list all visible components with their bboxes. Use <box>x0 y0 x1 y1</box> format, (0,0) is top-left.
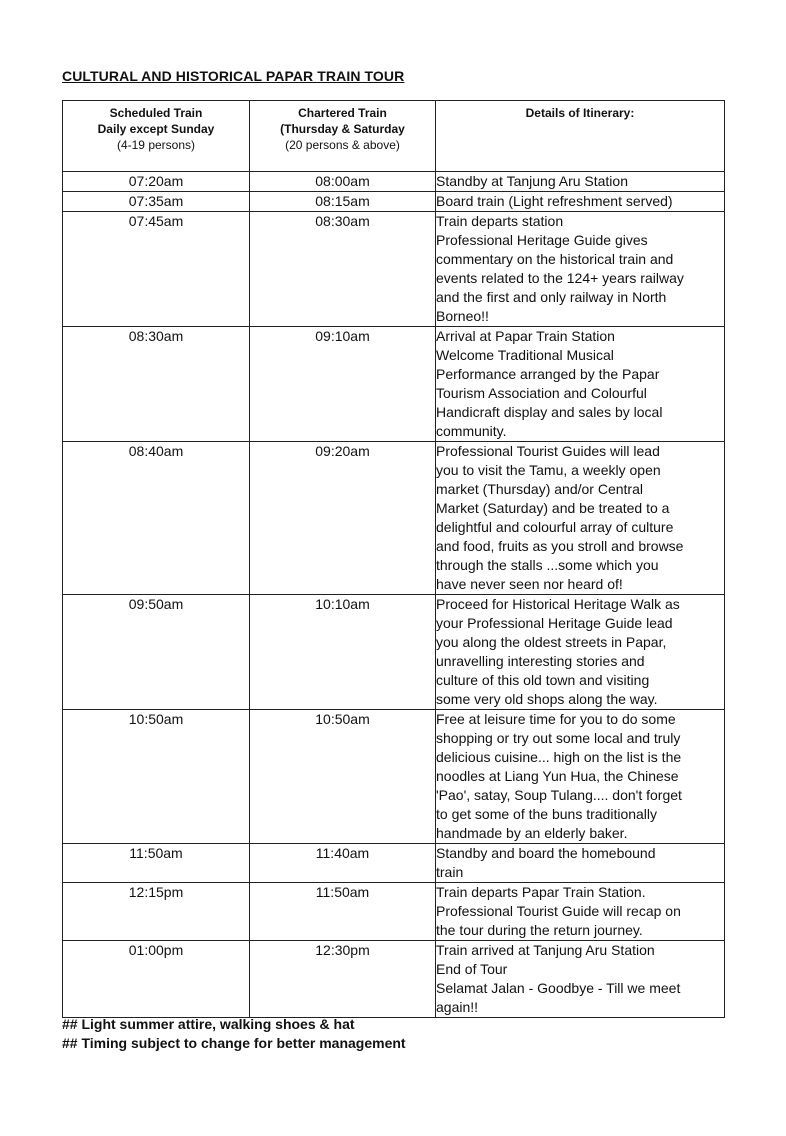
scheduled-time-cell: 07:20am <box>63 172 250 192</box>
details-line: Arrival at Papar Train Station <box>436 328 615 344</box>
details-line: shopping or try out some local and truly <box>436 730 681 746</box>
scheduled-time-cell: 07:35am <box>63 192 250 212</box>
chartered-time-cell: 11:50am <box>250 883 436 941</box>
table-row <box>63 172 725 192</box>
details-line: some very old shops along the way. <box>436 691 658 707</box>
details-line: Tourism Association and Colourful <box>436 385 647 401</box>
details-cell <box>436 172 725 192</box>
details-line: community. <box>436 423 507 439</box>
table-row <box>63 595 725 710</box>
details-line: Selamat Jalan - Goodbye - Till we meet <box>436 980 681 996</box>
scheduled-time-cell: 11:50am <box>63 844 250 883</box>
details-cell <box>436 595 725 710</box>
details-line: Train departs station <box>436 213 564 229</box>
chartered-time-cell: 10:10am <box>250 595 436 710</box>
page-title: CULTURAL AND HISTORICAL PAPAR TRAIN TOUR <box>62 68 405 84</box>
details-line: through the stalls ...some which you <box>436 557 659 573</box>
scheduled-time-cell: 09:50am <box>63 595 250 710</box>
table-row <box>63 710 725 844</box>
details-line: Welcome Traditional Musical <box>436 347 614 363</box>
details-line: have never seen nor heard of! <box>436 576 623 592</box>
scheduled-time-cell: 07:45am <box>63 212 250 327</box>
itinerary-table <box>62 100 725 1018</box>
details-line: Train arrived at Tanjung Aru Station <box>436 942 655 958</box>
note-line: ## Light summer attire, walking shoes & hat <box>62 1016 355 1032</box>
details-cell <box>436 212 725 327</box>
table-header-row <box>63 101 725 172</box>
details-line: End of Tour <box>436 961 508 977</box>
scheduled-time-cell: 01:00pm <box>63 941 250 1018</box>
details-line: your Professional Heritage Guide lead <box>436 615 673 631</box>
details-cell <box>436 192 725 212</box>
details-line: Market (Saturday) and be treated to a <box>436 500 670 516</box>
details-line: Professional Heritage Guide gives <box>436 232 648 248</box>
details-line: Free at leisure time for you to do some <box>436 711 676 727</box>
details-line: handmade by an elderly baker. <box>436 825 628 841</box>
details-line: market (Thursday) and/or Central <box>436 481 643 497</box>
table-row <box>63 212 725 327</box>
details-cell <box>436 327 725 442</box>
details-line: unravelling interesting stories and <box>436 653 645 669</box>
details-line: train <box>436 864 464 880</box>
header-line: Details of Itinerary: <box>525 106 635 120</box>
details-line: you to visit the Tamu, a weekly open <box>436 462 661 478</box>
details-line: Train departs Papar Train Station. <box>436 884 646 900</box>
scheduled-time-cell: 08:30am <box>63 327 250 442</box>
details-cell <box>436 883 725 941</box>
header-details <box>436 101 725 172</box>
details-line: Performance arranged by the Papar <box>436 366 660 382</box>
chartered-time-cell: 08:15am <box>250 192 436 212</box>
details-line: Borneo!! <box>436 308 489 324</box>
details-line: the tour during the return journey. <box>436 922 643 938</box>
chartered-time-cell: 09:10am <box>250 327 436 442</box>
note-line: ## Timing subject to change for better management <box>62 1035 406 1051</box>
header-line: Scheduled Train <box>109 106 203 120</box>
details-line: Board train (Light refreshment served) <box>436 193 673 209</box>
table-row <box>63 844 725 883</box>
details-line: and the first and only railway in North <box>436 289 667 305</box>
details-line: delicious cuisine... high on the list is the <box>436 749 682 765</box>
header-line: (20 persons & above) <box>285 138 400 152</box>
details-cell <box>436 442 725 595</box>
details-cell <box>436 941 725 1018</box>
table-row <box>63 192 725 212</box>
chartered-time-cell: 08:00am <box>250 172 436 192</box>
details-line: commentary on the historical train and <box>436 251 674 267</box>
header-chartered-train <box>250 101 436 172</box>
details-line: 'Pao', satay, Soup Tulang.... don't forget <box>436 787 682 803</box>
details-line: noodles at Liang Yun Hua, the Chinese <box>436 768 679 784</box>
details-line: culture of this old town and visiting <box>436 672 650 688</box>
scheduled-time-cell: 12:15pm <box>63 883 250 941</box>
chartered-time-cell: 12:30pm <box>250 941 436 1018</box>
table-row <box>63 327 725 442</box>
details-line: Proceed for Historical Heritage Walk as <box>436 596 680 612</box>
details-line: and food, fruits as you stroll and browse <box>436 538 684 554</box>
header-line: Daily except Sunday <box>97 122 215 136</box>
scheduled-time-cell: 08:40am <box>63 442 250 595</box>
details-line: Professional Tourist Guide will recap on <box>436 903 681 919</box>
details-cell <box>436 710 725 844</box>
table-body <box>63 172 725 1018</box>
scheduled-time-cell: 10:50am <box>63 710 250 844</box>
details-line: delightful and colourful array of culture <box>436 519 674 535</box>
table-row <box>63 941 725 1018</box>
details-line: Handicraft display and sales by local <box>436 404 663 420</box>
notes <box>62 1015 406 1053</box>
header-scheduled-train <box>63 101 250 172</box>
chartered-time-cell: 08:30am <box>250 212 436 327</box>
details-line: Standby and board the homebound <box>436 845 656 861</box>
details-line: events related to the 124+ years railway <box>436 270 684 286</box>
details-line: to get some of the buns traditionally <box>436 806 658 822</box>
header-line: Chartered Train <box>298 106 387 120</box>
header-line: (Thursday & Saturday <box>280 122 405 136</box>
table-row <box>63 442 725 595</box>
details-line: you along the oldest streets in Papar, <box>436 634 667 650</box>
chartered-time-cell: 11:40am <box>250 844 436 883</box>
details-line: Professional Tourist Guides will lead <box>436 443 660 459</box>
chartered-time-cell: 09:20am <box>250 442 436 595</box>
details-line: Standby at Tanjung Aru Station <box>436 173 628 189</box>
details-cell <box>436 844 725 883</box>
chartered-time-cell: 10:50am <box>250 710 436 844</box>
details-line: again!! <box>436 999 479 1015</box>
header-line: (4-19 persons) <box>116 138 196 152</box>
table-row <box>63 883 725 941</box>
